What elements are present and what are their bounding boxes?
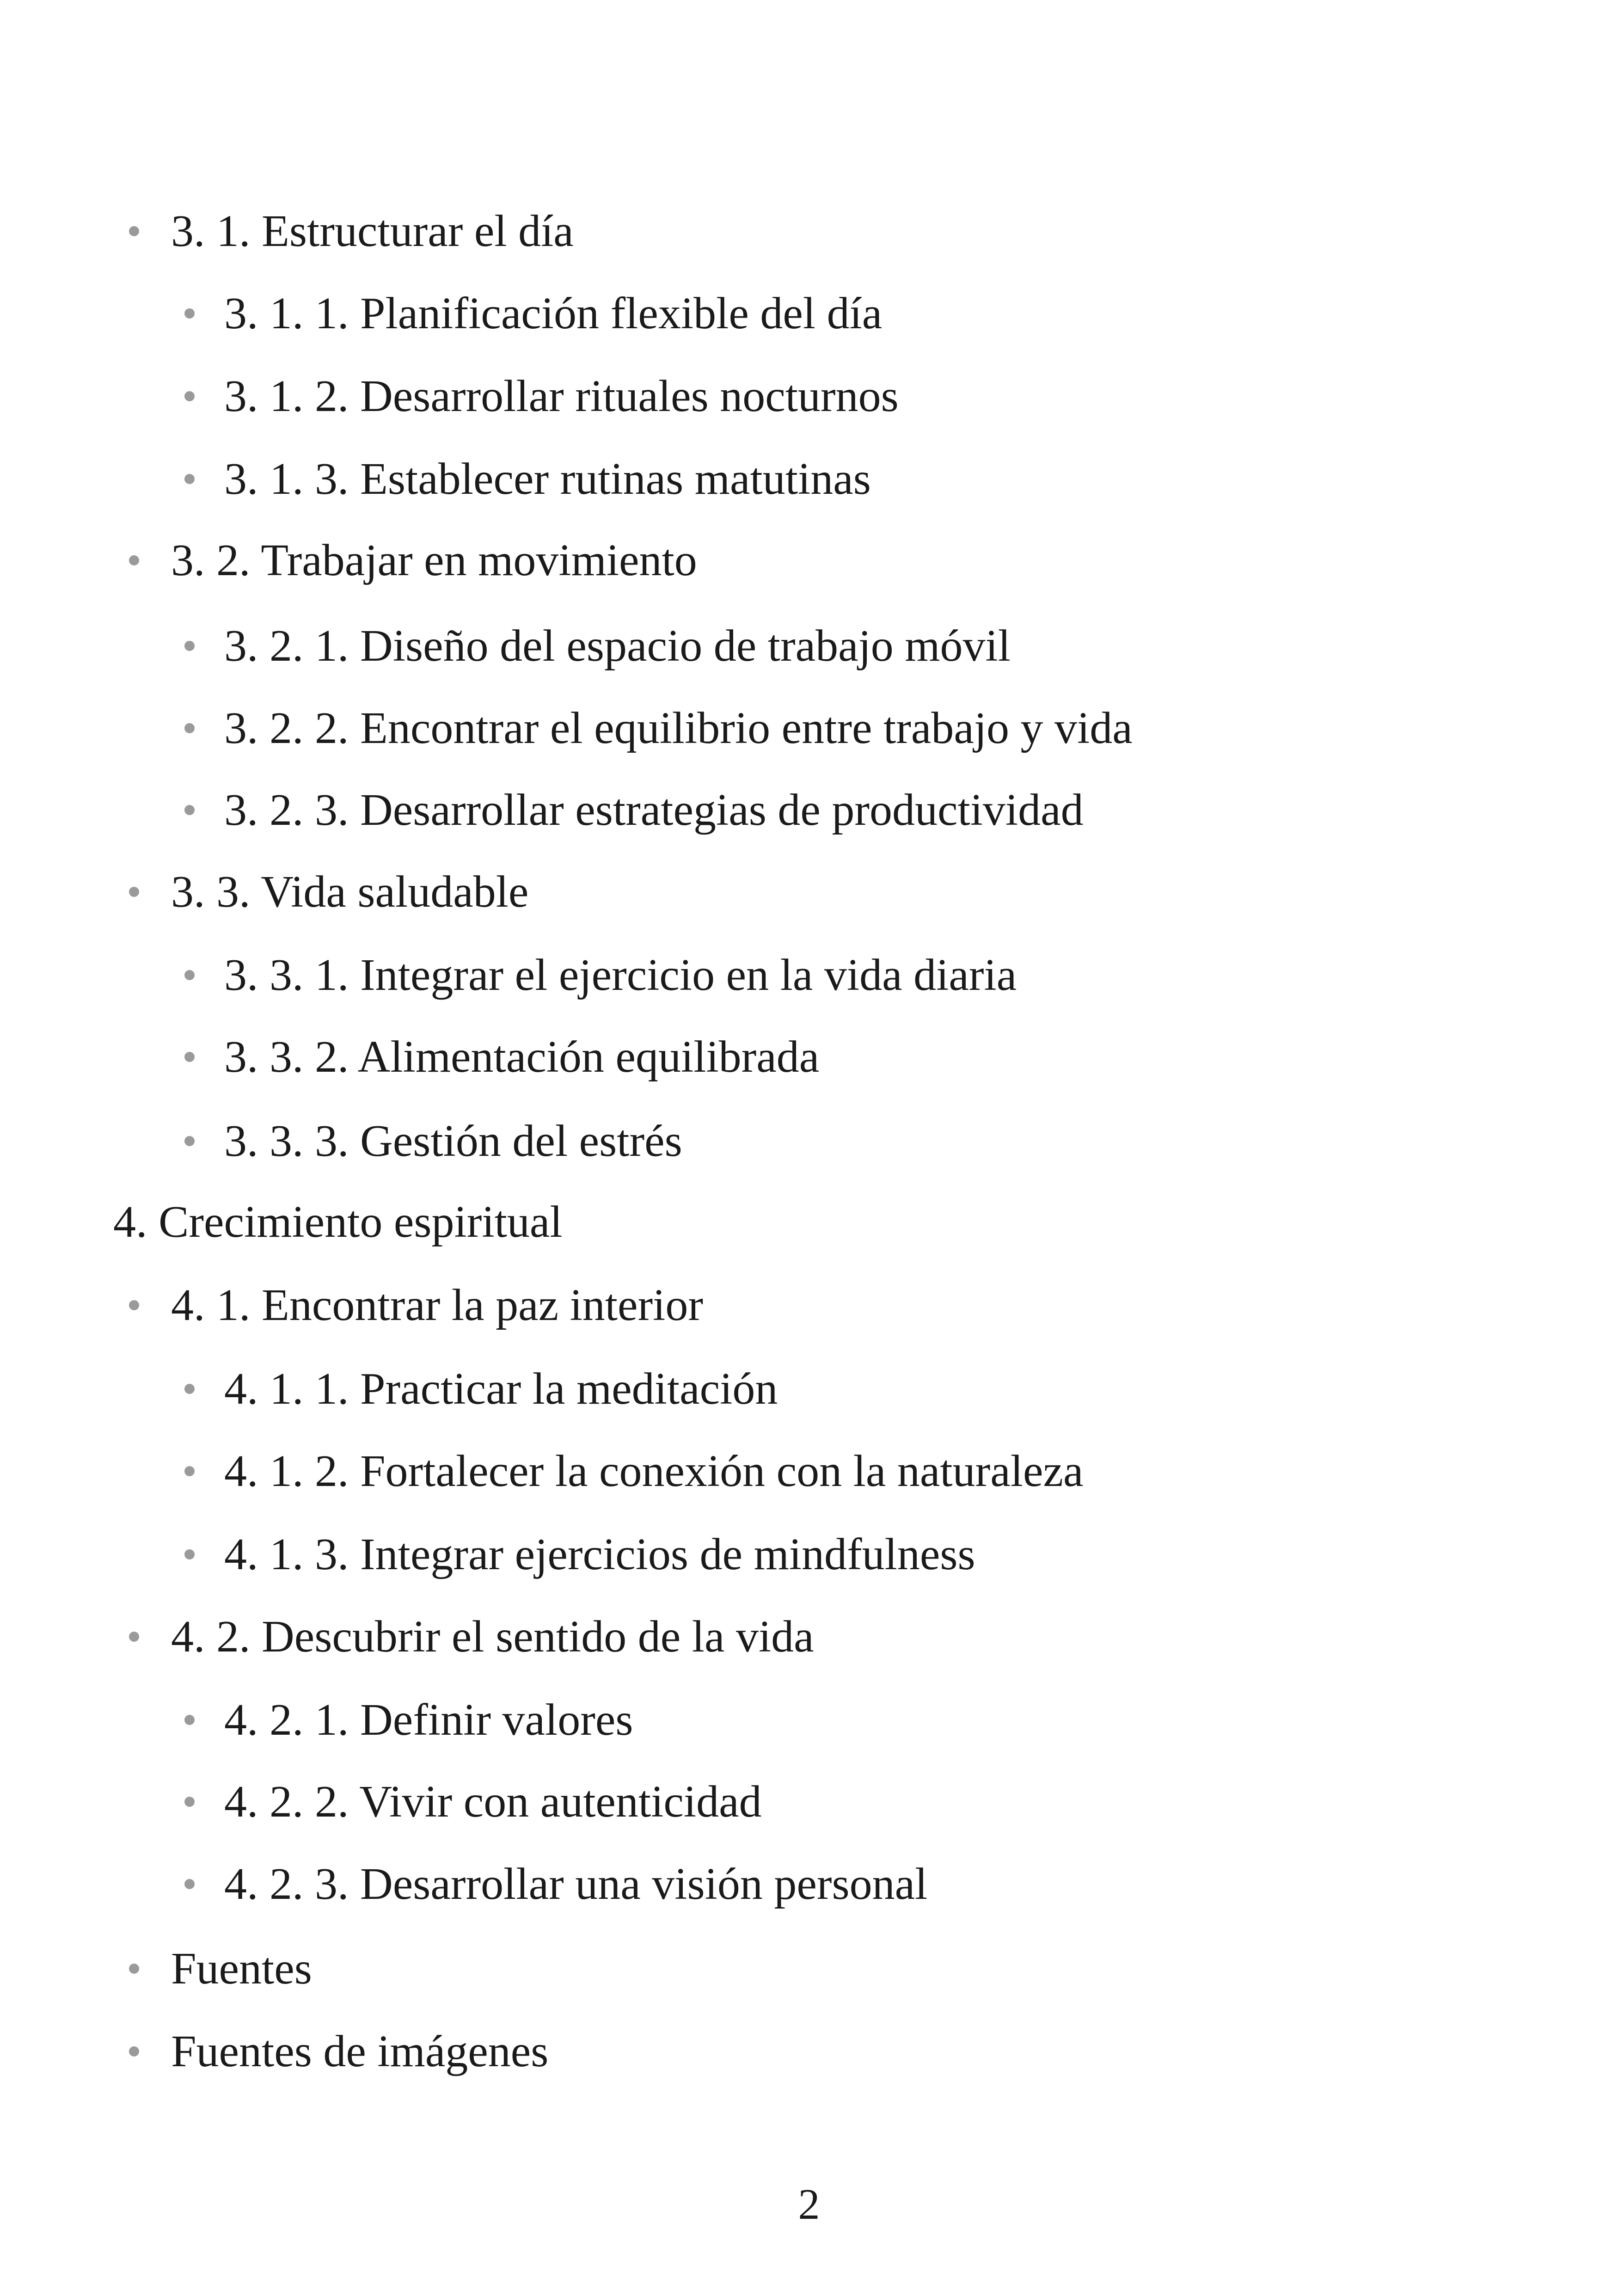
toc-entry-label: 4. 2. 2. Vivir con autenticidad — [224, 1777, 762, 1827]
toc-entry[interactable] — [0, 620, 1387, 671]
bullet-icon — [184, 723, 195, 733]
toc-entry[interactable] — [0, 1611, 1387, 1662]
toc-entry[interactable] — [0, 1859, 1387, 1909]
toc-entry-label: 3. 1. 2. Desarrollar rituales nocturnos — [224, 371, 899, 421]
toc-entry[interactable] — [0, 785, 1387, 835]
toc-entry-label: 3. 1. 1. Planificación flexible del día — [224, 289, 883, 338]
toc-entry-label: 4. 1. 2. Fortalecer la conexión con la naturaleza — [224, 1446, 1084, 1496]
toc-entry[interactable] — [0, 2026, 1387, 2077]
toc-entry-label: 3. 2. 1. Diseño del espacio de trabajo móvil — [224, 621, 1011, 671]
bullet-icon — [129, 1964, 139, 1974]
bullet-icon — [184, 1136, 195, 1146]
bullet-icon — [184, 1549, 195, 1559]
toc-entry-label: 4. 1. 3. Integrar ejercicios de mindfulness — [224, 1529, 975, 1579]
toc-entry[interactable] — [0, 1776, 1387, 1827]
toc-entry-label: 4. 1. Encontrar la paz interior — [171, 1280, 704, 1330]
toc-entry-label: 3. 1. 3. Establecer rutinas matutinas — [224, 454, 871, 504]
bullet-icon — [184, 1466, 195, 1476]
toc-entry[interactable] — [0, 1197, 1387, 1247]
toc-entry-label: 3. 3. 3. Gestión del estrés — [224, 1116, 682, 1166]
page-number: 2 — [798, 2180, 820, 2228]
bullet-icon — [184, 308, 195, 319]
toc-entry[interactable] — [0, 1116, 1387, 1166]
toc-entry[interactable] — [0, 866, 1387, 917]
toc-entry[interactable] — [0, 1529, 1387, 1580]
toc-entry-label: 3. 3. 2. Alimentación equilibrada — [224, 1032, 820, 1082]
toc-entry-label: 4. 2. 1. Definir valores — [224, 1695, 633, 1745]
toc-entry-label: Fuentes de imágenes — [171, 2026, 549, 2076]
bullet-icon — [129, 555, 139, 565]
bullet-icon — [129, 887, 139, 897]
toc-entry[interactable] — [0, 1363, 1387, 1414]
bullet-icon — [184, 1715, 195, 1725]
toc-entry[interactable] — [0, 1031, 1387, 1082]
toc-entry[interactable] — [0, 371, 1387, 422]
toc-entry-label: Fuentes — [171, 1944, 312, 1994]
toc-entry[interactable] — [0, 206, 1387, 257]
toc-entry-label: 3. 2. 2. Encontrar el equilibrio entre trabajo y vida — [224, 703, 1133, 753]
bullet-icon — [129, 226, 139, 236]
bullet-icon — [129, 2046, 139, 2057]
toc-entry-label: 4. 2. Descubrir el sentido de la vida — [171, 1612, 814, 1662]
bullet-icon — [184, 1797, 195, 1807]
bullet-icon — [184, 1384, 195, 1394]
toc-entry[interactable] — [0, 1943, 1387, 1994]
toc-entry[interactable] — [0, 535, 1387, 586]
bullet-icon — [184, 1052, 195, 1062]
toc-entry[interactable] — [0, 950, 1387, 1001]
toc-entry-label: 3. 3. 1. Integrar el ejercicio en la vida diaria — [224, 950, 1017, 1000]
toc-entry[interactable] — [0, 1446, 1387, 1497]
toc-entry[interactable] — [0, 288, 1387, 339]
bullet-icon — [184, 805, 195, 815]
toc-entry-label: 3. 2. 3. Desarrollar estrategias de productividad — [224, 785, 1084, 835]
bullet-icon — [129, 1300, 139, 1310]
toc-entry-label: 3. 1. Estructurar el día — [171, 206, 574, 256]
toc-entry-label: 4. 2. 3. Desarrollar una visión personal — [224, 1859, 928, 1909]
toc-entry[interactable] — [0, 1280, 1387, 1331]
bullet-icon — [184, 641, 195, 651]
bullet-icon — [184, 474, 195, 484]
toc-entry-label: 3. 2. Trabajar en movimiento — [171, 535, 697, 585]
bullet-icon — [184, 1879, 195, 1889]
toc-entry-label: 4. Crecimiento espiritual — [113, 1197, 563, 1247]
bullet-icon — [184, 391, 195, 401]
toc-entry[interactable] — [0, 703, 1387, 754]
toc-entry[interactable] — [0, 1694, 1387, 1745]
toc-entry-label: 4. 1. 1. Practicar la meditación — [224, 1364, 778, 1414]
toc-entry-label: 3. 3. Vida saludable — [171, 867, 529, 917]
toc-entry[interactable] — [0, 454, 1387, 504]
bullet-icon — [184, 970, 195, 980]
bullet-icon — [129, 1632, 139, 1642]
